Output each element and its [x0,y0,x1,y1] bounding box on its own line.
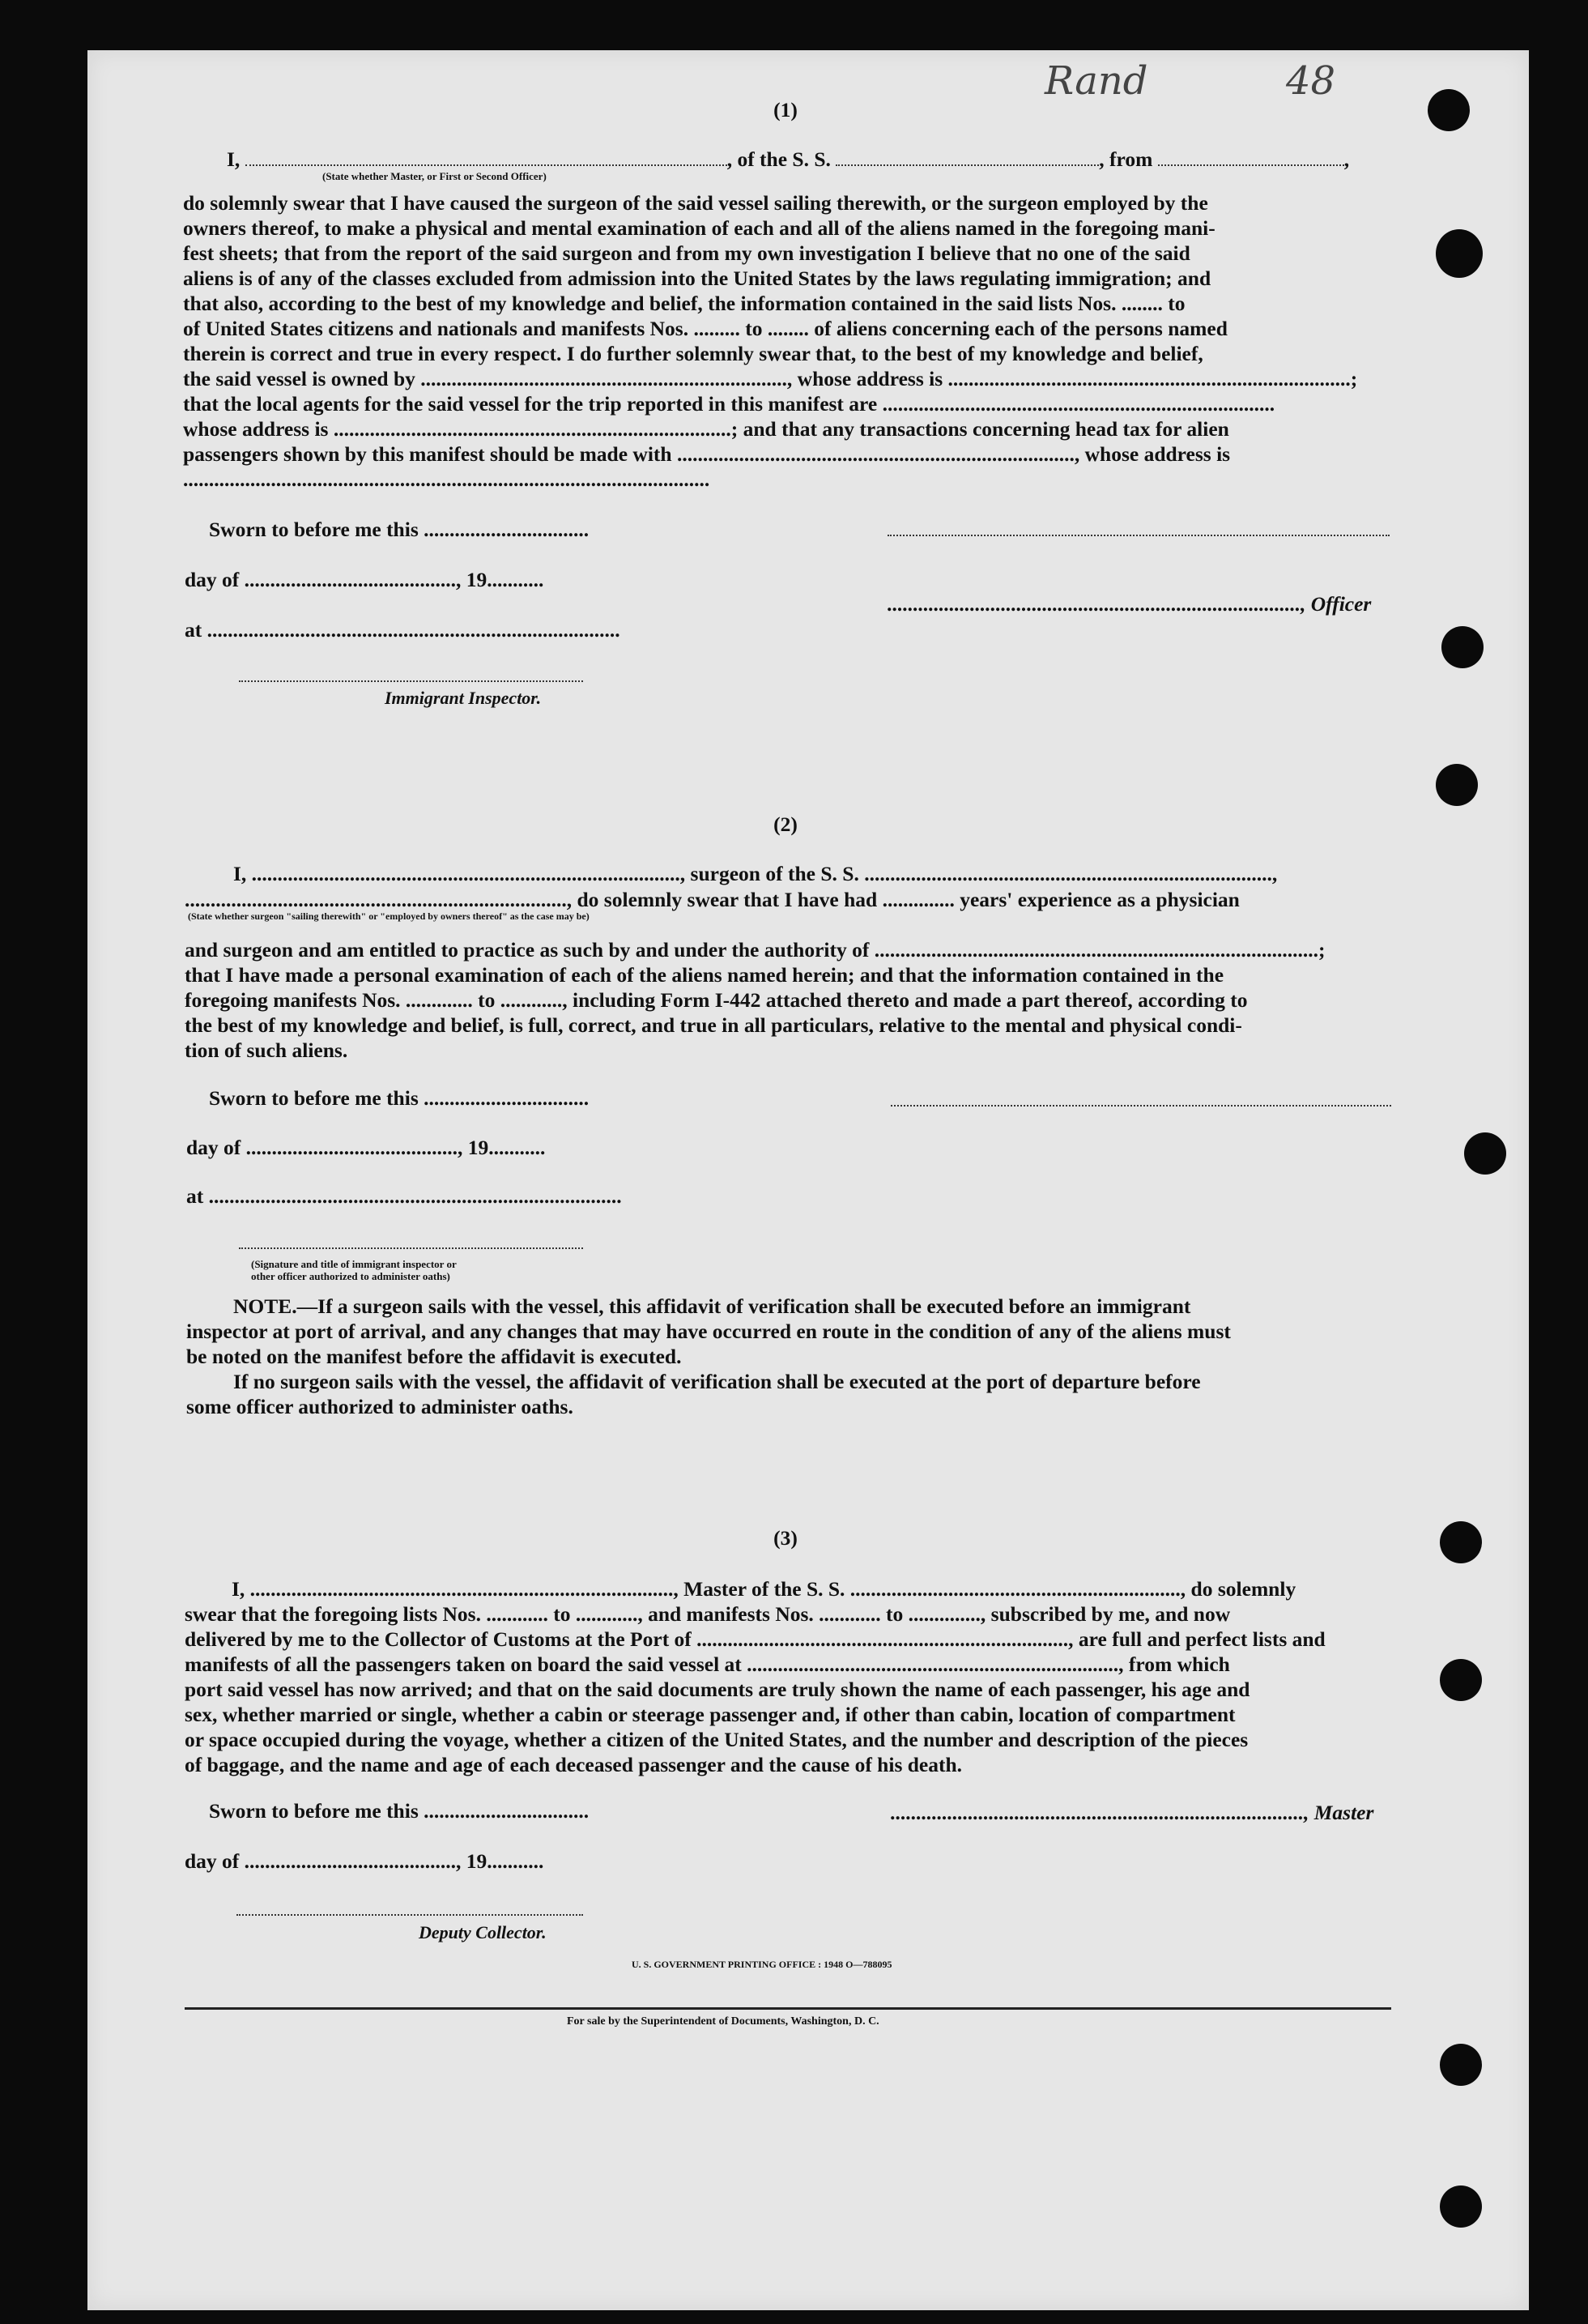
s1-line: of United States citizens and nationals and manifests Nos. ......... to ........ of aliens concerning each of the persons named [183,317,1228,340]
section3-body [185,1576,1393,1777]
for-sale: For sale by the Superintendent of Documents, Washington, D. C. [567,2015,879,2028]
s1-line: that the local agents for the said vessel for the trip reported in this manifest are ............................................................................ [183,392,1275,416]
s1-line: ...................................................................................................... [183,467,710,491]
s3-line: sex, whether married or single, whether a cabin or steerage passenger and, if other than cabin, location of compartment [185,1703,1236,1726]
section2-heading: (2) [773,812,798,836]
s2-sworn[interactable]: Sworn to before me this ................................ [209,1086,590,1110]
s1-line: the said vessel is owned by ......................................................................., whose address is ..............................................................................; [183,367,1358,390]
s3-line: swear that the foregoing lists Nos. ............ to ............, and manifests Nos. ............ to .............., subscribed by me, and now [185,1602,1231,1626]
section1-of-ss: , of the S. S. [726,147,837,171]
s1-officer[interactable] [888,591,1371,616]
s1-line: that also, according to the best of my knowledge and belief, the information contained in the said lists Nos. ........ to [183,292,1186,315]
s2-state-note: (State whether surgeon "sailing therewith" or "employed by owners thereof" as the case may be) [188,910,590,922]
s3-day[interactable]: day of ........................................., 19........... [185,1849,544,1873]
section1-comma: , [1343,147,1350,171]
section1-heading: (1) [773,98,798,122]
s2-note [186,1294,1393,1419]
section1-body [183,190,1390,492]
punch-hole [1436,764,1478,806]
name-field[interactable] [245,164,727,166]
punch-hole [1436,229,1483,278]
punch-hole [1440,1521,1482,1563]
section1-i: I, [227,147,245,171]
s1-line: owners thereof, to make a physical and mental examination of each and all of the aliens named in the foregoing mani- [183,216,1215,240]
punch-hole [1464,1132,1506,1175]
s1-line: passengers shown by this manifest should be made with ............................................................................., whose address is [183,442,1231,466]
s3-line: delivered by me to the Collector of Customs at the Port of ........................................................................, are full and perfect lists and [185,1627,1326,1651]
printing-office: U. S. GOVERNMENT PRINTING OFFICE : 1948 O—788095 [632,1959,892,1970]
s2-line: tion of such aliens. [185,1038,348,1062]
s1-signature-line[interactable] [888,517,1390,536]
s1-sworn[interactable]: Sworn to before me this ................................ [209,518,590,541]
s1-line: therein is correct and true in every respect. I do further solemnly swear that, to the best of my knowledge and belief, [183,342,1203,365]
s2-signature-line[interactable] [891,1085,1391,1107]
s1-line: fest sheets; that from the report of the said surgeon and from my own investigation I believe that no one of the said [183,241,1190,265]
s3-collector-line[interactable] [236,1900,583,1916]
note-line: some officer authorized to administer oaths. [186,1395,573,1418]
note-line: be noted on the manifest before the affidavit is executed. [186,1345,682,1368]
s2-at[interactable]: at ................................................................................ [186,1184,622,1208]
punch-hole [1441,626,1484,668]
s3-line: of baggage, and the name and age of each deceased passenger and the cause of his death. [185,1753,963,1776]
s2-line: the best of my knowledge and belief, is full, correct, and true in all particulars, relative to the mental and physical condi- [185,1013,1242,1037]
s2-line: and surgeon and am entitled to practice as such by and under the authority of ......................................................................................; [185,938,1326,962]
s2-line: foregoing manifests Nos. ............. to ............, including Form I-442 attached thereto and made a part thereof, according to [185,988,1248,1012]
s2-sig-note1: (Signature and title of immigrant inspector or [251,1258,457,1270]
s2-sig-note2: other officer authorized to administer oaths) [251,1270,450,1282]
punch-hole [1440,2185,1482,2228]
s1-inspector-line[interactable] [239,666,583,682]
section1-state-note: (State whether Master, or First or Second Officer) [322,170,547,182]
note-line: If no surgeon sails with the vessel, the affidavit of verification shall be executed at the port of departure before [233,1370,1201,1393]
s2-line1[interactable]: I, ..................................................................................., surgeon of the S. S. ..............................................................................., [233,862,1278,885]
note-line: inspector at port of arrival, and any changes that may have occurred en route in the condition of any of the aliens must [186,1320,1231,1343]
s1-day[interactable]: day of ........................................., 19........... [185,568,544,591]
ship-field[interactable] [836,164,1099,166]
section1-line1 [227,147,1349,172]
note-line: NOTE.—If a surgeon sails with the vessel, this affidavit of verification shall be executed before an immigrant [233,1294,1191,1318]
section1-from: , from [1099,147,1158,171]
s2-line: that I have made a personal examination of each of the aliens named herein; and that the information contained in the [185,963,1224,987]
s3-line: manifests of all the passengers taken on board the said vessel at ........................................................................, from which [185,1652,1230,1676]
from-field[interactable] [1158,164,1344,166]
master-label: ................................................................................, Master [891,1801,1374,1824]
punch-hole [1440,2044,1482,2086]
s3-collector-label: Deputy Collector. [419,1922,547,1942]
s2-day[interactable]: day of ........................................., 19........... [186,1136,546,1159]
section3-heading: (3) [773,1526,798,1550]
handwritten-name: Rand [1045,58,1148,104]
s1-line: aliens is of any of the classes excluded from admission into the United States by the laws regulating immigration; and [183,267,1211,290]
s1-line: do solemnly swear that I have caused the surgeon of the said vessel sailing therewith, or the surgeon employed by the [183,191,1208,215]
s3-line: or space occupied during the voyage, whether a citizen of the United States, and the number and description of the pieces [185,1728,1249,1751]
footer-rule [185,2007,1391,2010]
s2-sig-line[interactable] [239,1233,583,1249]
handwritten-number: 48 [1286,58,1336,104]
punch-hole [1428,89,1470,131]
section2-body [185,937,1391,1063]
officer-label: ................................................................................, Officer [888,592,1372,616]
s3-line: port said vessel has now arrived; and that on the said documents are truly shown the name of each passenger, his age and [185,1678,1250,1701]
punch-hole [1440,1659,1482,1701]
s1-inspector-label: Immigrant Inspector. [385,688,542,708]
s2-line2[interactable]: .........................................................................., do solemnly swear that I have had .............. years' experience as a physician [185,888,1240,911]
s3-master[interactable] [891,1800,1373,1825]
s1-line: whose address is .............................................................................; and that any transactions concerning head tax for alien [183,417,1229,441]
s3-sworn[interactable]: Sworn to before me this ................................ [209,1799,590,1823]
s3-line: I, .................................................................................., Master of the S. S. ................................................................, do solemnly [232,1577,1296,1601]
s1-at[interactable]: at ................................................................................ [185,618,620,642]
